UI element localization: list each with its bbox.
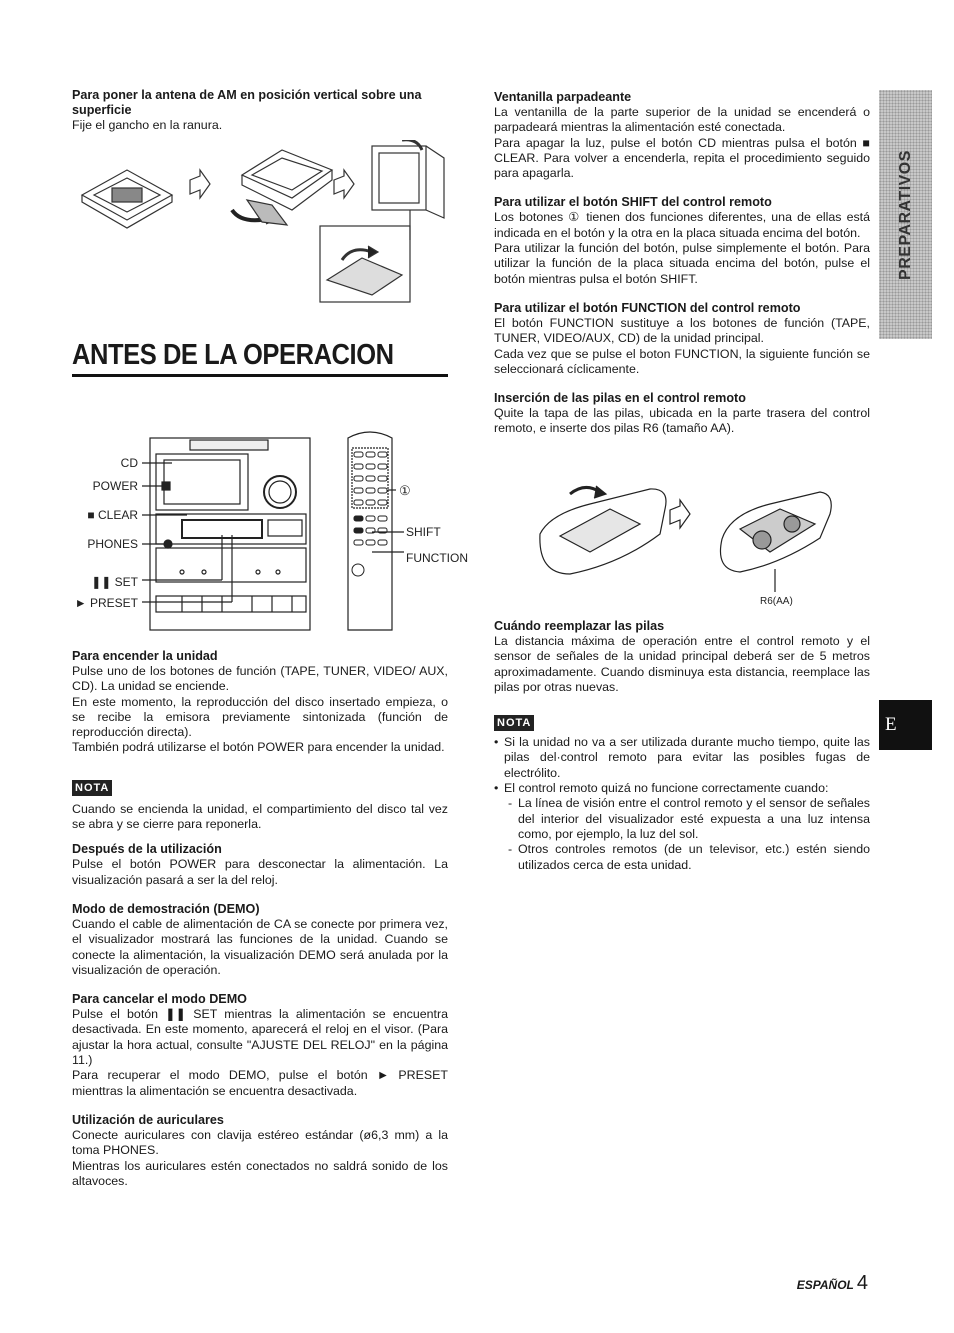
label-preset: ► PRESET bbox=[74, 596, 138, 610]
encender-p3: También podrá utilizarse el botón POWER para encender la unidad. bbox=[72, 740, 445, 755]
nota2-list bbox=[494, 735, 870, 873]
despues-text: Pulse el botón POWER para desconectar la alimentación. La visualización pasará a ser la del reloj. bbox=[72, 857, 448, 887]
preparativos-tab-label: PREPARATIVOS bbox=[896, 149, 914, 280]
section-reemplazar bbox=[494, 619, 870, 695]
antenna-section bbox=[72, 88, 448, 133]
function-p2: Cada vez que se pulse el boton FUNCTION, la siguiente función se seleccionará cíclicamente. bbox=[494, 346, 870, 376]
right-column-lower bbox=[494, 619, 870, 873]
preparativos-tab bbox=[879, 90, 932, 339]
pilas-text: Quite la tapa de las pilas, ubicada en la parte trasera del control remoto, e inserte dos pilas R6 (tamaño AA). bbox=[494, 406, 870, 436]
section-pilas bbox=[494, 391, 870, 437]
section-despues bbox=[72, 842, 448, 888]
heading-cancelar: Para cancelar el modo DEMO bbox=[72, 992, 247, 1007]
heading-reemplazar: Cuándo reemplazar las pilas bbox=[494, 619, 665, 633]
shift-p2: Para utilizar la función del botón, pulse simplemente el botón. Para utilizar la función de la placa situada encima del botón, pulse el botón mientras pulsa el botón SHIFT. bbox=[494, 241, 870, 286]
unit-diagram bbox=[72, 420, 482, 635]
nota2-sub-1: - La línea de visión entre el control remoto y el sensor de señales del interior del visualizador esté expuesta a una luz intensa como, por ejemplo, la luz del sol. bbox=[504, 796, 870, 842]
section-shift bbox=[494, 195, 870, 286]
cancelar-p2: Para recuperar el modo DEMO, pulse el botón ► PRESET mienttras la alimentación se encuentra desactivada. bbox=[72, 1068, 448, 1098]
label-shift: SHIFT bbox=[406, 525, 441, 539]
cancelar-p1: Pulse el botón ❚❚ SET mientras la alimentación se encuentra desactivada. En este momento, aparecerá el reloj en el visor. (Para ajustar la hora actual, consulte "AJUSTE DEL RELOJ" en la página 11.) bbox=[72, 1007, 448, 1068]
section-cancelar bbox=[72, 992, 448, 1099]
right-column bbox=[494, 90, 870, 451]
section-nota1 bbox=[72, 778, 448, 833]
battery-label: R6(AA) bbox=[760, 596, 793, 607]
label-clear: ■ CLEAR bbox=[87, 508, 138, 522]
ventanilla-p1: La ventanilla de la parte superior de la unidad se encenderá o parpadeará mientras la alimentación esté conectada. bbox=[494, 105, 870, 135]
antenna-heading: Para poner la antena de AM en posición vertical sobre una superficie bbox=[72, 88, 422, 117]
page-footer bbox=[797, 1272, 868, 1295]
section-auriculares bbox=[72, 1113, 448, 1189]
nota1-text: Cuando se encienda la unidad, el compartimiento del disco tal vez se abra y se cierre para reponerla. bbox=[72, 801, 448, 832]
main-title: ANTES DE LA OPERACION bbox=[72, 339, 394, 371]
label-set: ❚❚ SET bbox=[91, 575, 138, 589]
nota2-badge: NOTA bbox=[494, 715, 534, 731]
reemplazar-text: La distancia máxima de operación entre el control remoto y el sensor de señales de la unidad principal deberá ser de 5 metros aproximadamente. Cuando disminuya esta distancia, reemplace las pilas por otras nuevas. bbox=[494, 634, 870, 694]
label-one: ① bbox=[399, 483, 411, 498]
heading-auriculares: Utilización de auriculares bbox=[72, 1112, 224, 1127]
ventanilla-p2: Para apagar la luz, pulse el botón CD mientras pulsa el botón ■ CLEAR. Para volver a encenderla, repita el procedimiento seguido para apagarla. bbox=[494, 135, 870, 181]
section-function bbox=[494, 301, 870, 377]
encender-p2: En este momento, la reproducción del disco insertado empieza, o se recibe la emisora previamente sintonizada (función de reproducción directa). bbox=[72, 694, 448, 740]
nota-badge: NOTA bbox=[72, 780, 112, 796]
heading-shift: Para utilizar el botón SHIFT del control remoto bbox=[494, 195, 772, 210]
nota2-bullet-2 bbox=[494, 781, 870, 873]
function-p1: El botón FUNCTION sustituye a los botones de función (TAPE, TUNER, VIDEO/AUX, CD) de la unidad principal. bbox=[494, 315, 870, 346]
antenna-illustration bbox=[72, 140, 452, 310]
language-tab bbox=[879, 700, 932, 750]
section-nota2 bbox=[494, 713, 870, 873]
nota2-sub-2: - Otros controles remotos (de un televisor, etc.) estén siendo utilizados cerca de esta unidad. bbox=[504, 842, 870, 873]
title-rule bbox=[72, 374, 448, 377]
antenna-text: Fije el gancho en la ranura. bbox=[72, 118, 223, 132]
nota2-sublist bbox=[504, 796, 870, 872]
heading-demo: Modo de demostración (DEMO) bbox=[72, 901, 260, 916]
label-function: FUNCTION bbox=[406, 551, 468, 565]
heading-function: Para utilizar el botón FUNCTION del control remoto bbox=[494, 300, 801, 315]
nota2-bullet-1: • Si la unidad no va a ser utilizada durante mucho tiempo, quite las pilas del·control remoto para evitar las posibles fugas de electrólito. bbox=[494, 735, 870, 781]
heading-despues: Después de la utilización bbox=[72, 842, 222, 857]
page-number: 4 bbox=[856, 1272, 868, 1294]
heading-pilas: Inserción de las pilas en el control remoto bbox=[494, 391, 746, 406]
encender-p1: Pulse uno de los botones de función (TAPE, TUNER, VIDEO/ AUX, CD). La unidad se enciende. bbox=[72, 664, 448, 694]
label-phones: PHONES bbox=[87, 537, 138, 551]
footer-language: ESPAÑOL bbox=[796, 1278, 854, 1292]
label-cd: CD bbox=[120, 456, 138, 470]
shift-p1: Los botones ① tienen dos funciones diferentes, una de ellas está indicada en el botón y la otra en la placa situada encima del botón. bbox=[494, 210, 870, 240]
label-power: POWER bbox=[92, 479, 138, 493]
language-tab-label: E bbox=[885, 714, 897, 735]
left-column-lower bbox=[72, 649, 448, 1203]
demo-text: Cuando el cable de alimentación de CA se conecte por primera vez, el visualizador mostrará las funciones de la unidad. Cuando se conecte la alimentación, la visualización DEMO será anulada por la visualización de operación. bbox=[72, 916, 448, 977]
section-demo bbox=[72, 902, 448, 978]
section-encender bbox=[72, 649, 448, 756]
section-ventanilla bbox=[494, 90, 870, 181]
heading-ventanilla: Ventanilla parpadeante bbox=[494, 90, 632, 104]
auriculares-p1: Conecte auriculares con clavija estéreo estándar (ø6,3 mm) a la toma PHONES. bbox=[72, 1127, 448, 1158]
battery-illustration bbox=[530, 474, 850, 610]
heading-encender: Para encender la unidad bbox=[72, 649, 218, 663]
auriculares-p2: Mientras los auriculares estén conectados no saldrá sonido de los altavoces. bbox=[72, 1158, 448, 1188]
nota2-bullet-2-text: El control remoto quizá no funcione correctamente cuando: bbox=[504, 781, 829, 796]
